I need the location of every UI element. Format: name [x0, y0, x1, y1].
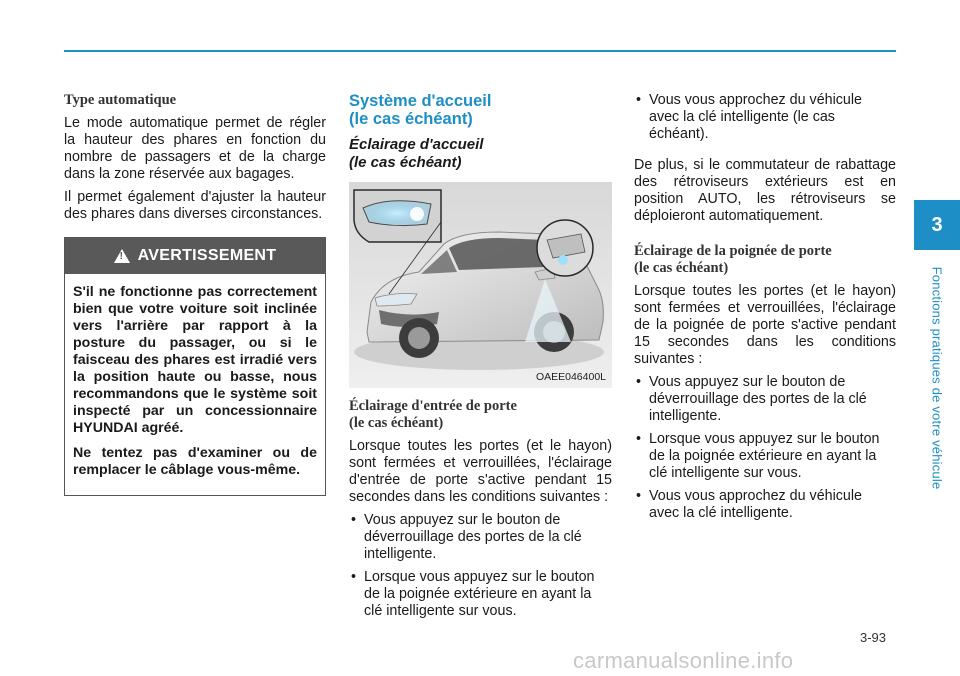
handle-heading-line: (le cas échéant)	[634, 260, 729, 276]
list-item: • Vous vous approchez du véhicule avec la clé intelligente (le cas échéant).	[634, 92, 896, 143]
warning-paragraph: Ne tentez pas d'examiner ou de remplacer le câblage vous-même.	[73, 445, 317, 478]
list-item: • Vous vous approchez du véhicule avec la clé intelligente.	[634, 488, 896, 522]
paragraph: Il permet également d'ajuster la hauteur des phares dans diverses circonstances.	[64, 189, 326, 222]
section-title-line: (le cas échéant)	[349, 110, 473, 128]
paragraph: De plus, si le commutateur de rabattage des rétroviseurs extérieurs est en position AUTO, les rétroviseurs se déploieront automatiquement.	[634, 157, 896, 224]
paragraph: Le mode automatique permet de régler la hauteur des phares en fonction du nombre de passagers et de la charge dans la zone réservée aux bagages.	[64, 115, 326, 182]
car-illustration	[349, 182, 612, 388]
chapter-number: 3	[931, 213, 943, 236]
warning-triangle-icon	[114, 249, 130, 263]
handle-heading-line: Éclairage de la poignée de porte	[634, 243, 832, 259]
bullet-list	[634, 92, 896, 143]
paragraph: Lorsque toutes les portes (et le hayon) sont fermées et verrouillées, l'éclairage de la poignée de porte s'active pendant 15 secondes dans les conditions suivantes :	[634, 283, 896, 367]
handle-heading	[634, 243, 896, 277]
paragraph: Lorsque toutes les portes (et le hayon) sont fermées et verrouillées, l'éclairage d'entrée de porte s'active pendant 15 secondes dans les conditions suivantes :	[349, 438, 612, 505]
chapter-tab	[914, 200, 960, 250]
section-title	[349, 92, 612, 128]
warning-header	[65, 238, 325, 274]
watermark: carmanualsonline.info	[573, 648, 794, 673]
left-column	[64, 92, 326, 496]
entry-heading-line: (le cas échéant)	[349, 415, 444, 431]
middle-column	[349, 92, 612, 626]
car-drawing	[349, 182, 612, 388]
warning-body	[65, 274, 325, 495]
list-item: • Vous appuyez sur le bouton de déverrouillage des portes de la clé intelligente.	[634, 374, 896, 425]
section-heading-automatic: Type automatique	[64, 92, 177, 108]
chapter-title: Fonctions pratiques de votre véhicule	[929, 266, 945, 490]
sub-title-line: (le cas échéant)	[349, 154, 462, 171]
list-item: • Vous appuyez sur le bouton de déverrouillage des portes de la clé intelligente.	[349, 512, 612, 563]
header-rule	[64, 50, 896, 52]
sub-title	[349, 136, 612, 172]
sub-title-line: Éclairage d'accueil	[349, 136, 484, 153]
entry-heading	[349, 398, 612, 432]
entry-heading-line: Éclairage d'entrée de porte	[349, 398, 517, 414]
figure-code: OAEE046400L	[535, 371, 606, 383]
warning-paragraph: S'il ne fonctionne pas correctement bien que votre voiture soit inclinée vers l'arrière par rapport à la posture du passager, ou si le faisceau des phares est irradié vers la position haute ou basse, nous recommandons que le système soit inspecté par un concessionnaire HYUNDAI agréé.	[73, 284, 317, 436]
warning-box	[64, 237, 326, 496]
page-number: 3-93	[860, 630, 887, 645]
warning-title: AVERTISSEMENT	[137, 247, 277, 264]
list-item: • Lorsque vous appuyez sur le bouton de la poignée extérieure en ayant la clé intelligente sur vous.	[349, 569, 612, 620]
list-item: • Lorsque vous appuyez sur le bouton de la poignée extérieure en ayant la clé intelligente sur vous.	[634, 431, 896, 482]
bullet-list	[634, 374, 896, 522]
section-title-line: Système d'accueil	[349, 92, 492, 110]
right-column	[634, 92, 896, 528]
bullet-list	[349, 512, 612, 620]
